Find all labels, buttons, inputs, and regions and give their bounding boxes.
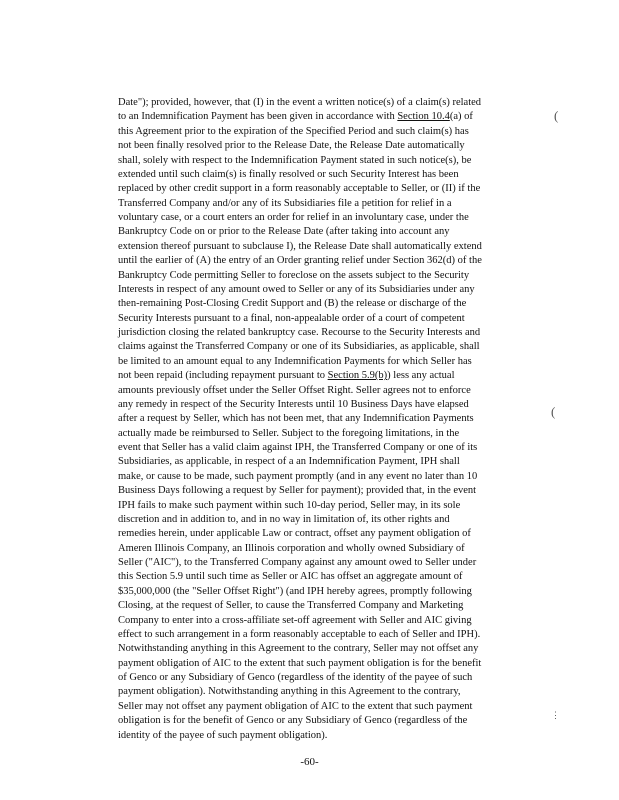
text-line — [118, 355, 527, 369]
text-segment: actually made be reimbursed to Seller. Subject to the foregoing limitations, in the — [118, 427, 460, 439]
text-segment: extension thereof pursuant to subclause I), the Release Date shall automatically extend — [118, 240, 482, 252]
text-line — [118, 628, 527, 642]
text-segment: replaced by other credit support in a form reasonably acceptable to Seller, or (II) if the — [118, 183, 481, 195]
text-line — [118, 398, 527, 412]
text-line — [118, 384, 527, 398]
text-segment: Ameren Illinois Company, an Illinois corporation and wholly owned Subsidiary of — [118, 542, 465, 554]
text-line — [118, 283, 527, 297]
margin-mark: ⋮ — [551, 710, 560, 720]
text-segment: make, or cause to be made, such payment promptly (and in any event no later than 10 — [118, 470, 478, 482]
text-line — [118, 556, 527, 570]
text-line — [118, 168, 527, 182]
text-segment: event that Seller has a valid claim against IPH, the Transferred Company or one of its — [118, 442, 478, 453]
text-segment: discretion and in addition to, and in no way in limitation of, its other rights and — [118, 513, 450, 525]
text-line — [118, 729, 527, 743]
text-segment: until the earlier of (A) the entry of an Order granting relief under Section 362(d) of the — [118, 255, 482, 267]
text-segment: Subsidiaries, as applicable, in respect of a an Indemnification Payment, IPH shall — [118, 456, 460, 468]
text-segment: of Genco or any Subsidiary of Genco (regardless of the identity of the payee of such — [118, 672, 473, 683]
text-segment: shall, solely with respect to the Indemnification Payment stated in such notice(s), be — [118, 154, 472, 166]
text-segment: Date"); provided, however, that (I) in the event a written notice(s) of a claim(s) related — [118, 97, 482, 108]
text-line — [118, 340, 527, 354]
section-reference: Section 5.9(b) — [327, 370, 388, 382]
text-line — [118, 240, 527, 254]
text-segment: $35,000,000 (the "Seller Offset Right") (and IPH hereby agrees, promptly following — [118, 585, 472, 597]
text-line — [118, 570, 527, 584]
text-line — [118, 671, 527, 685]
text-line — [118, 542, 527, 556]
margin-mark: ( — [551, 404, 556, 419]
text-line — [118, 96, 527, 110]
text-segment: Bankruptcy Code permitting Seller to foreclose on the assets subject to the Security — [118, 269, 470, 281]
text-segment: jurisdiction closing the related bankruptcy case. Recourse to the Security Interests and — [118, 327, 481, 338]
text-segment: extended until such claim(s) is finally resolved or such Security Interest has been — [118, 168, 459, 180]
text-line — [118, 513, 527, 527]
text-segment: to an Indemnification Payment has been given in accordance with — [118, 111, 398, 123]
margin-mark: ( — [554, 108, 559, 123]
text-line — [118, 700, 527, 714]
text-line — [118, 326, 527, 340]
text-segment: amounts previously offset under the Seller Offset Right. Seller agrees not to enforce — [118, 384, 471, 396]
text-segment: any remedy in respect of the Security Interests until 10 Business Days have elapsed — [118, 398, 469, 410]
text-line — [118, 412, 527, 426]
text-segment: obligation is for the benefit of Genco or any Subsidiary of Genco (regardless of the — [118, 715, 468, 727]
text-segment: Transferred Company and/or any of its Subsidiaries file a petition for relief in a — [118, 197, 452, 209]
text-segment: Interests in respect of any amount owed to Seller or any of its Subsidiaries under any — [118, 283, 475, 295]
text-line — [118, 197, 527, 211]
text-line — [118, 455, 527, 469]
text-segment: payment obligation). Notwithstanding anything in this Agreement to the contrary, — [118, 686, 461, 698]
text-segment: Business Days following a request by Seller for payment); provided that, in the event — [118, 485, 477, 497]
text-line — [118, 154, 527, 168]
body-paragraph — [118, 96, 527, 743]
text-line — [118, 599, 527, 613]
text-segment: Seller may not offset any payment obligation of AIC to the extent that such payment — [118, 700, 473, 712]
text-segment: payment obligation of AIC to the extent that such payment obligation is for the benefit — [118, 657, 482, 669]
text-line — [118, 657, 527, 671]
text-segment: IPH fails to make such payment within such 10-day period, Seller may, in its sole — [118, 499, 461, 511]
text-line — [118, 499, 527, 513]
text-segment: not been finally resolved prior to the Release Date, the Release Date automatically — [118, 140, 465, 152]
text-segment: Closing, at the request of Seller, to cause the Transferred Company and Marketing — [118, 600, 464, 612]
text-segment: Bankruptcy Code on or prior to the Release Date (after taking into account any — [118, 226, 450, 238]
text-line — [118, 642, 527, 656]
text-segment: voluntary case, or a court enters an order for relief in an involuntary case, under the — [118, 212, 469, 223]
text-line — [118, 685, 527, 699]
text-segment: after a request by Seller, which has not been met, that any Indemnification Payments — [118, 413, 474, 425]
text-segment: ) less any actual — [387, 370, 455, 382]
text-line — [118, 110, 527, 124]
text-line — [118, 225, 527, 239]
text-line — [118, 297, 527, 311]
text-segment: Security Interests pursuant to a final, non-appealable order of a court of competent — [118, 312, 465, 324]
text-line — [118, 125, 527, 139]
text-segment: not been repaid (including repayment pursuant to — [118, 370, 328, 382]
text-line — [118, 585, 527, 599]
text-line — [118, 369, 527, 383]
text-line — [118, 139, 527, 153]
text-segment: Seller ("AIC"), to the Transferred Company against any amount owed to Seller under — [118, 557, 477, 568]
text-line — [118, 614, 527, 628]
text-segment: then-remaining Post-Closing Credit Support and (B) the release or discharge of the — [118, 298, 467, 310]
page-number: -60- — [300, 756, 319, 768]
text-line — [118, 484, 527, 498]
text-segment: this Agreement prior to the expiration of the Specified Period and such claim(s) has — [118, 125, 469, 137]
text-line — [118, 182, 527, 196]
text-line — [118, 470, 527, 484]
text-segment: identity of the payee of such payment obligation). — [118, 729, 328, 741]
text-line — [118, 254, 527, 268]
text-line — [118, 312, 527, 326]
text-segment: be limited to an amount equal to any Indemnification Payments for which Seller has — [118, 355, 472, 367]
text-segment: Company to enter into a cross-affiliate set-off agreement with Seller and AIC giving — [118, 614, 472, 626]
text-line — [118, 211, 527, 225]
text-segment: effect to such arrangement in a form reasonably acceptable to each of Seller and IPH). — [118, 628, 481, 640]
text-line — [118, 441, 527, 455]
text-line — [118, 427, 527, 441]
text-segment: claims against the Transferred Company or one of its Subsidiaries, as applicable, shall — [118, 341, 480, 353]
text-line — [118, 527, 527, 541]
text-segment: this Section 5.9 until such time as Seller or AIC has offset an aggregate amount of — [118, 571, 463, 583]
text-segment: remedies herein, under applicable Law or contract, offset any payment obligation of — [118, 528, 471, 540]
text-line — [118, 269, 527, 283]
text-line — [118, 714, 527, 728]
section-reference: Section 10.4 — [397, 111, 450, 123]
text-segment: (a) of — [449, 111, 473, 123]
text-segment: Notwithstanding anything in this Agreement to the contrary, Seller may not offset any — [118, 643, 479, 655]
